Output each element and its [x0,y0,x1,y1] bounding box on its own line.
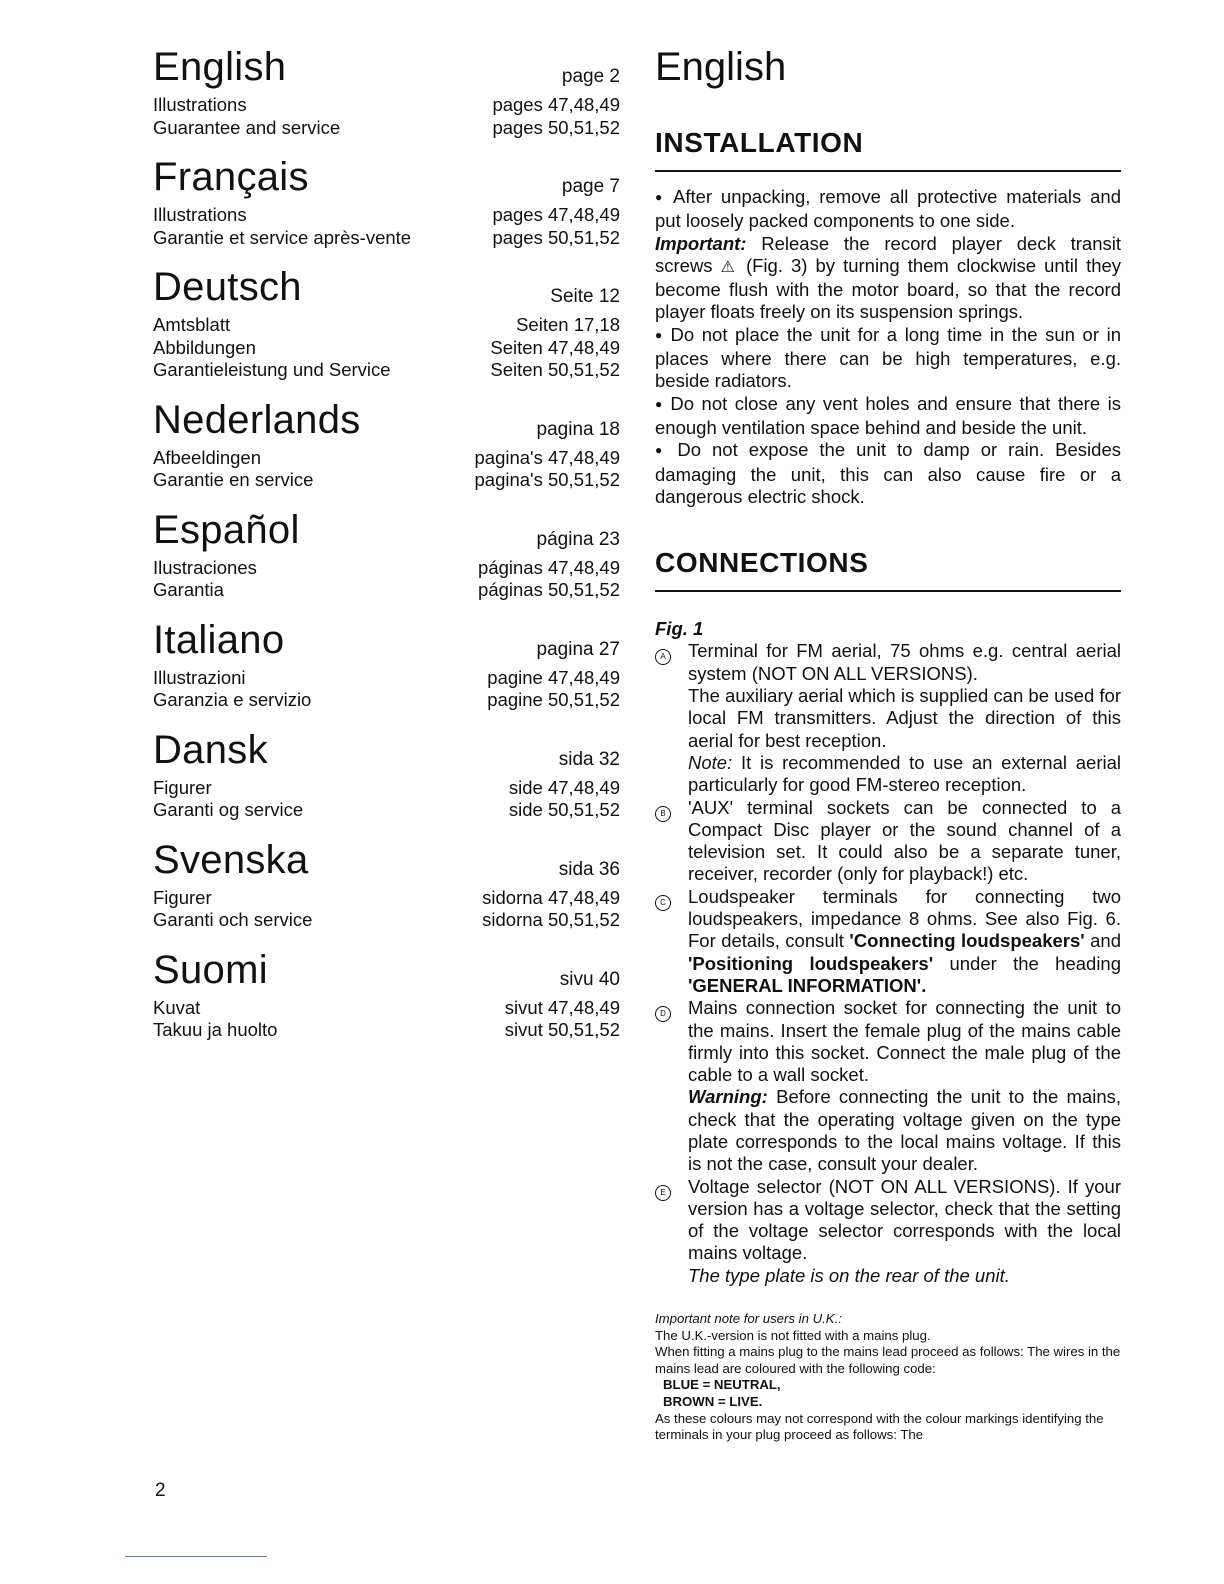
language-title: Italiano [153,617,285,662]
toc-pages: pages 47,48,49 [492,204,620,225]
toc-pages: sidorna 47,48,49 [482,886,620,908]
language-title: Deutsch [153,265,302,309]
toc-section-espanol [153,507,620,602]
item-text: The auxiliary aerial which is supplied can be used for local FM transmitters. Adjust the direction of this aerial for best reception. [688,685,1121,751]
item-text: 'AUX' terminal sockets can be connected to a Compact Disc player or the sound channel of a television set. It could also be a separate tuner, receiver, recorder (only for playback!) etc. [688,796,1121,885]
cross-reference: 'GENERAL INFORMATION'. [688,974,927,996]
toc-row [153,1019,620,1042]
toc-section-nederlands [153,397,620,492]
toc-label: Illustrations [153,204,247,225]
toc-label: Ilustraciones [153,556,257,578]
cross-reference: 'Positioning loudspeakers' [688,952,934,974]
item-marker-icon: B [655,806,671,822]
toc-row [153,204,620,227]
toc-row [153,667,620,690]
note-text: It is recommended to use an external aerial particularly for good FM-stereo reception. [688,751,1121,796]
toc-label: Illustrazioni [153,666,246,688]
uk-note-code: BROWN = LIVE. [663,1394,763,1410]
important-paragraph [655,233,1121,324]
toc-row [153,117,620,140]
toc-label: Figurer [153,776,212,798]
toc-row [153,314,620,337]
item-text-part: and [1090,930,1122,952]
toc-row [153,689,620,712]
toc-label: Garantia [153,579,224,600]
connection-item-b [655,797,1121,886]
toc-label: Illustrations [153,94,247,115]
toc-pages: pages 47,48,49 [492,94,620,115]
toc-pages: pages 50,51,52 [492,116,620,138]
item-text: Voltage selector (NOT ON ALL VERSIONS). If your version has a voltage selector, check that the setting of the voltage selector corresponds with the local mains voltage. [688,1175,1121,1264]
toc-pages: pagine 50,51,52 [487,689,620,710]
note-label: Note: [688,751,733,773]
installation-paragraph: ● After unpacking, remove all protective materials and put loosely packed components to one side. [655,186,1121,233]
toc-row [153,227,620,250]
item-marker-icon: A [655,649,671,665]
item-text: Terminal for FM aerial, 75 ohms e.g. central aerial system (NOT ON ALL VERSIONS). [688,640,1121,684]
toc-row [153,94,620,117]
toc-label: Garantieleistung und Service [153,359,391,380]
toc-pages: sivut 47,48,49 [504,996,620,1018]
connections-heading: CONNECTIONS [655,546,1121,592]
connections-section [655,546,1121,1444]
toc-pages: pagina's 47,48,49 [474,446,620,468]
item-text: Mains connection socket for connecting the unit to the mains. Insert the female plug of the mains cable firmly into this socket. Connect the male plug of the cable to a wall socket. [688,997,1121,1086]
language-page: página 23 [536,528,620,550]
item-marker-icon: E [655,1185,671,1201]
important-label: Important: [655,232,747,254]
toc-section-dansk [153,727,620,822]
toc-section-svenska [153,837,620,932]
figure-reference: Fig. 1 [655,618,704,640]
language-page: sida 32 [558,748,620,770]
toc-label: Guarantee and service [153,116,341,138]
item-text-part: under the heading [949,952,1122,974]
toc-row [153,579,620,602]
toc-pages: sidorna 50,51,52 [482,909,620,930]
toc-row [153,887,620,910]
toc-pages: páginas 50,51,52 [478,579,620,600]
toc-row [153,447,620,470]
toc-label: Abbildungen [153,336,256,358]
item-text [688,886,1121,997]
toc-row [153,777,620,800]
toc-label: Garantie en service [153,469,314,490]
language-page: page 7 [561,176,620,197]
toc-row [153,909,620,932]
language-page: pagina 18 [536,418,620,440]
language-title: Svenska [153,837,309,882]
warning-text: Before connecting the unit to the mains, check that the operating voltage given on the type plate corresponds to the local mains voltage. If this is not the case, consult your dealer. [688,1086,1122,1175]
connection-item-c [655,886,1121,997]
uk-note-title: Important note for users in U.K.: [655,1311,842,1327]
toc-section-english [153,44,620,139]
toc-row [153,337,620,360]
language-title: Français [153,155,309,199]
toc-section-suomi [153,947,620,1042]
connection-item-e [655,1176,1121,1287]
toc-label: Amtsblatt [153,314,231,335]
uk-note-text: When fitting a mains plug to the mains lead proceed as follows: The wires in the mains lead are coloured with the following code: [655,1344,1121,1376]
language-title: Dansk [153,727,268,772]
toc-label: Figurer [153,886,212,908]
language-title: Nederlands [153,397,361,442]
connection-item-a [655,640,1121,796]
item-warning [688,1086,1121,1175]
installation-section [655,126,1121,508]
toc-row [153,469,620,492]
scan-divider [125,1556,267,1557]
warning-label: Warning: [688,1086,768,1108]
language-page: sivu 40 [559,968,620,990]
toc-label: Garanti och service [153,909,313,930]
important-text: Release the record player deck transit screws [655,232,1122,276]
language-title: Suomi [153,947,268,992]
language-title: Español [153,507,300,552]
toc-pages: Seiten 17,18 [516,314,620,335]
language-page: page 2 [561,66,620,87]
toc-label: Takuu ja huolto [153,1019,278,1040]
language-page: pagina 27 [536,638,620,660]
toc-label: Garanti og service [153,799,304,820]
language-page: sida 36 [558,858,620,880]
item-note [688,752,1121,797]
toc-label: Garanzia e servizio [153,689,312,710]
language-page: Seite 12 [550,286,620,307]
connection-item-d [655,997,1121,1175]
table-of-contents [153,44,620,1057]
toc-pages: páginas 47,48,49 [478,556,620,578]
toc-section-deutsch [153,264,620,382]
toc-row [153,557,620,580]
toc-pages: Seiten 50,51,52 [490,359,620,380]
item-marker-icon: C [655,895,671,911]
toc-label: Kuvat [153,996,201,1018]
cross-reference: 'Connecting loudspeakers' [849,930,1085,952]
warning-triangle-icon: ⚠ [720,258,738,276]
installation-heading: INSTALLATION [655,126,1121,172]
item-marker-icon: D [655,1006,671,1022]
toc-pages: side 50,51,52 [508,799,620,820]
toc-pages: pages 50,51,52 [492,226,620,248]
important-text-continued: (Fig. 3) by turning them clockwise until they become flush with the motor board, so that the record player floats freely on its suspension springs. [655,254,1122,323]
toc-row [153,799,620,822]
section-language-title: English [655,45,787,89]
toc-section-italiano [153,617,620,712]
installation-paragraph: ● Do not place the unit for a long time in the sun or in places where there can be high temperatures, e.g. beside radiators. [655,324,1121,393]
uk-note [655,1311,1121,1444]
toc-pages: sivut 50,51,52 [504,1019,620,1040]
toc-section-francais [153,154,620,249]
toc-pages: Seiten 47,48,49 [490,336,620,358]
toc-label: Afbeeldingen [153,446,262,468]
instructions-column [655,44,1121,1444]
uk-note-text: The U.K.-version is not fitted with a mains plug. [655,1327,931,1343]
toc-row [153,997,620,1020]
toc-pages: pagina's 50,51,52 [474,469,620,490]
toc-pages: side 47,48,49 [508,776,620,798]
item-note: The type plate is on the rear of the unit. [688,1264,1010,1286]
uk-note-code: BLUE = NEUTRAL, [663,1377,781,1393]
toc-label: Garantie et service après-vente [153,226,412,248]
toc-pages: pagine 47,48,49 [487,666,620,688]
page-number: 2 [155,1480,166,1501]
language-title: English [153,45,287,89]
installation-paragraph: ● Do not expose the unit to damp or rain. Besides damaging the unit, this can also cause fire or a dangerous electric shock. [655,439,1121,508]
toc-row [153,359,620,382]
item-text-part: Loudspeaker terminals for connecting two loudspeakers, impedance 8 ohms. See also Fig. 6. For details, consult [688,885,1121,952]
uk-note-text: As these colours may not correspond with the colour markings identifying the terminals in your plug proceed as follows: The [655,1410,1104,1443]
installation-paragraph: ● Do not close any vent holes and ensure that there is enough ventilation space behind and beside the unit. [655,393,1121,440]
